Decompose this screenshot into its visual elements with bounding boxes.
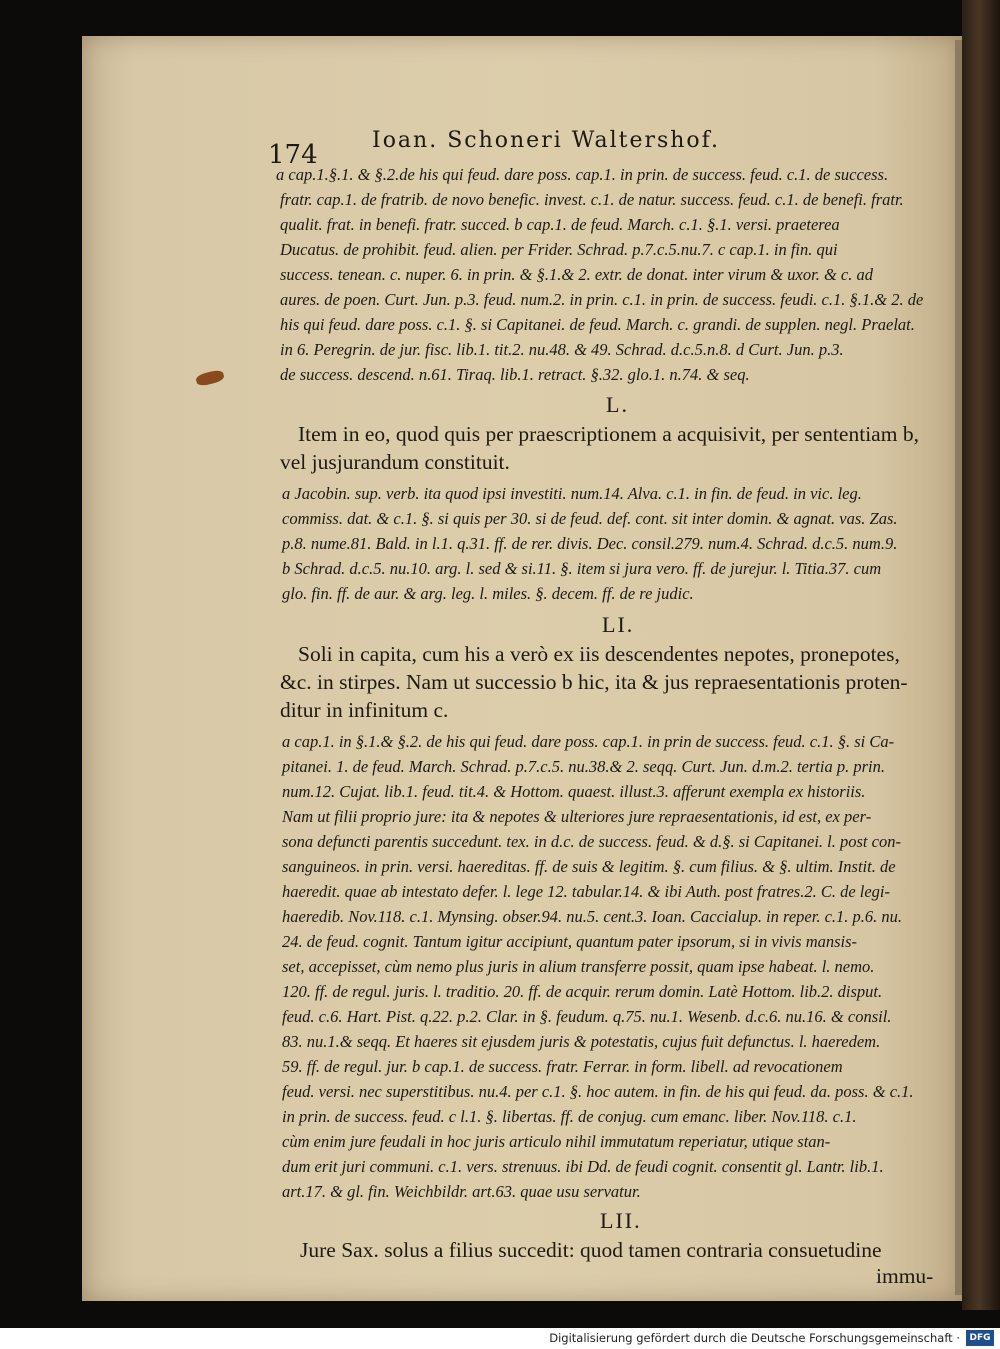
footnote-line: 24. de feud. cognit. Tantum igitur accipiunt, quantum pater ipsorum, si in vivis mansis- (282, 932, 858, 951)
footnote-line: pitanei. 1. de feud. March. Schrad. p.7.c.5. nu.38.& 2. seqq. Curt. Jun. d.m.2. tertia p. prin. (282, 757, 885, 776)
footnote-line: success. tenean. c. nuper. 6. in prin. & §.1.& 2. extr. de donat. inter virum & uxor. & c. ad (280, 265, 874, 284)
footnote-line: cùm enim jure feudali in hoc juris articulo nihil immutatum reperiatur, utique stan- (282, 1132, 831, 1151)
body-text-line: Soli in capita, cum his a verò ex iis descendentes nepotes, pronepotes, (298, 642, 900, 666)
body-text-line: immu- (876, 1264, 934, 1288)
footnote-line: Nam ut filii proprio jure: ita & nepotes & ulteriores jure repraesentationis, id est, ex per- (282, 807, 872, 826)
footnote-line: glo. fin. ff. de aur. & arg. leg. l. miles. §. decem. ff. de re judic. (282, 584, 694, 603)
footnote-line: 83. nu.1.& seqq. Et haeres sit ejusdem juris & potestatis, cujus fuit defunctus. l. haeredem. (282, 1032, 881, 1051)
footnote-line: feud. c.6. Hart. Pist. q.22. p.2. Clar. in §. feudum. q.75. nu.1. Wesenb. d.c.6. nu.16. & consil. (282, 1007, 892, 1026)
footnote-line: p.8. nume.81. Bald. in l.1. q.31. ff. de rer. divis. Dec. consil.279. num.4. Schrad. d.c.5. num.9. (282, 534, 898, 553)
footnote-line: sanguineos. in prin. versi. haereditas. ff. de suis & legitim. §. cum filius. & §. ultim. Instit. de (282, 857, 896, 876)
page-number: 174 (268, 140, 318, 170)
footnote-line: 120. ff. de regul. juris. l. traditio. 20. ff. de acquir. rerum domin. Latè Hottom. lib.2. disput. (282, 982, 883, 1001)
footnote-line: b Schrad. d.c.5. nu.10. arg. l. sed & si.11. §. item si jura vero. ff. de jurejur. l. Titia.37. cum (282, 559, 882, 578)
running-head: Ioan. Schoneri Waltershof. (372, 128, 721, 153)
footnote-line: haeredit. quae ab intestato defer. l. lege 12. tabular.14. & ibi Auth. post fratres.2. C. de legi- (282, 882, 891, 901)
body-text-line: vel jusjurandum constituit. (280, 450, 510, 474)
footnote-line: de success. descend. n.61. Tiraq. lib.1. retract. §.32. glo.1. n.74. & seq. (280, 365, 750, 384)
section-heading: LI. (602, 612, 635, 637)
footnote-line: a cap.1.§.1. & §.2.de his qui feud. dare poss. cap.1. in prin. de success. feud. c.1. de success. (276, 165, 889, 184)
body-text-line: Item in eo, quod quis per praescriptionem a acquisivit, per sententiam b, (298, 422, 919, 446)
footnote-line: in 6. Peregrin. de jur. fisc. lib.1. tit.2. nu.48. & 49. Schrad. d.c.5.n.8. d Curt. Jun. p.3. (280, 340, 844, 359)
book-spine (962, 0, 1000, 1310)
section-heading: LII. (600, 1208, 642, 1233)
footnote-line: aures. de poen. Curt. Jun. p.3. feud. num.2. in prin. c.1. in prin. de success. feudi. c.1. §.1.& 2. de (280, 290, 924, 309)
footer-credit: Digitalisierung gefördert durch die Deutsche Forschungsgemeinschaft · (549, 1331, 960, 1345)
body-text-line: ditur in infinitum c. (280, 698, 449, 722)
footnote-line: sona defuncti parentis succedunt. tex. in d.c. de success. feud. & d.§. si Capitanei. l. post con- (282, 832, 901, 851)
footnote-line: 59. ff. de regul. jur. b cap.1. de success. fratr. Ferrar. in form. libell. ad revocationem (282, 1057, 843, 1076)
footnote-line: fratr. cap.1. de fratrib. de novo benefic. invest. c.1. de natur. success. feud. c.1. de benefi. fratr. (280, 190, 904, 209)
section-heading: L. (606, 392, 629, 417)
footnote-line: art.17. & gl. fin. Weichbildr. art.63. quae usu servatur. (282, 1182, 641, 1201)
footnote-line: qualit. frat. in benefi. fratr. succed. b cap.1. de feud. March. c.1. §.1. versi. praeterea (280, 215, 840, 234)
footnote-line: commiss. dat. & c.1. §. si quis per 30. si de feud. def. cont. sit inter domin. & agnat. vas. Zas. (282, 509, 898, 528)
body-text-line: Jure Sax. solus a filius succedit: quod tamen contraria consuetudine (300, 1238, 882, 1262)
footnote-line: set, accepisset, cùm nemo plus juris in alium transferre possit, quam ipse habeat. l. nemo. (282, 957, 875, 976)
footnote-line: his qui feud. dare poss. c.1. §. si Capitanei. de feud. March. c. grandi. de supplen. negl. Praelat. (280, 315, 915, 334)
footnote-line: Ducatus. de prohibit. feud. alien. per Frider. Schrad. p.7.c.5.nu.7. c cap.1. in fin. qui (280, 240, 838, 259)
footnote-line: dum erit juri communi. c.1. vers. strenuus. ibi Dd. de feudi cognit. consentit gl. Lantr. lib.1. (282, 1157, 884, 1176)
footnote-line: in prin. de success. feud. c l.1. §. libertas. ff. de conjug. cum emanc. liber. Nov.118. c.1. (282, 1107, 857, 1126)
dfg-logo: DFG (966, 1330, 994, 1346)
footnote-line: haeredib. Nov.118. c.1. Mynsing. obser.94. nu.5. cent.3. Ioan. Caccialup. in reper. c.1. p.6. nu. (282, 907, 903, 926)
footnote-line: feud. versi. nec superstitibus. nu.4. per c.1. §. hoc autem. in fin. de his qui feud. da. poss. & c.1. (282, 1082, 914, 1101)
footnote-line: a Jacobin. sup. verb. ita quod ipsi investiti. num.14. Alva. c.1. in fin. de feud. in vic. leg. (282, 484, 862, 503)
body-text-line: &c. in stirpes. Nam ut successio b hic, ita & jus repraesentationis proten- (280, 670, 908, 694)
footnote-line: num.12. Cujat. lib.1. feud. tit.4. & Hottom. quaest. illust.3. afferunt exempla ex historiis. (282, 782, 866, 801)
footnote-line: a cap.1. in §.1.& §.2. de his qui feud. dare poss. cap.1. in prin de success. feud. c.1. §. si Ca- (282, 732, 895, 751)
